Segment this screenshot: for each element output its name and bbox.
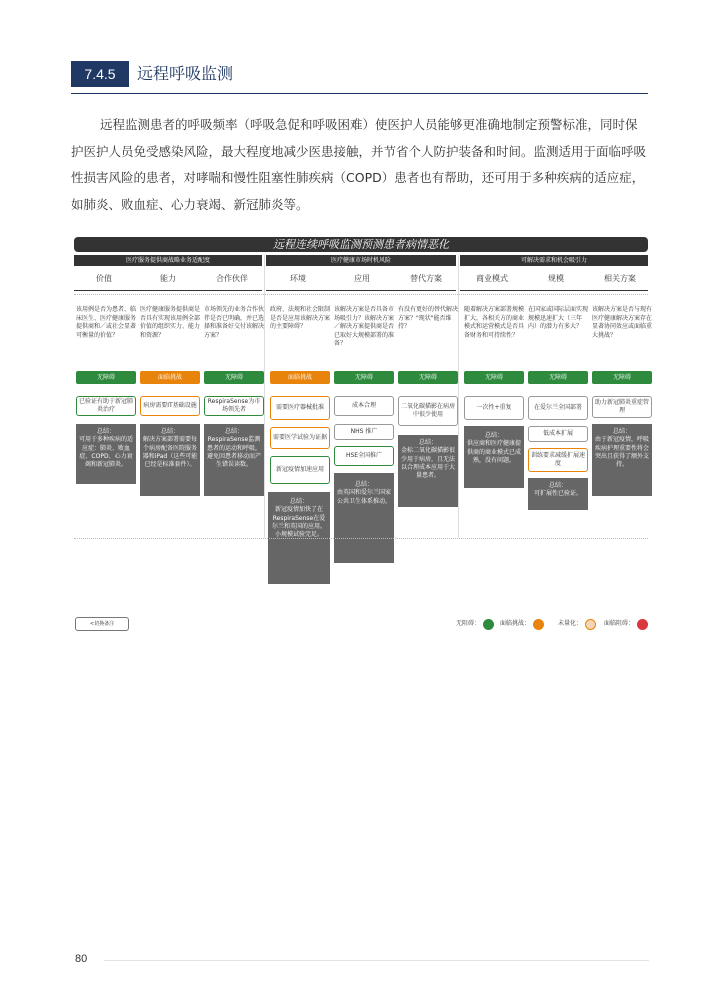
legend-label: 面临阻碍： (604, 620, 635, 627)
column-header-partner: 合作伙伴 (216, 274, 248, 283)
question-value: 该用例是否为患者、临床医生、医疗健康服务提供商和／或社会显著可衡量的价值？ (76, 306, 137, 339)
factor-box: 低成本扩展 (528, 426, 588, 442)
status-badge-partner: 无障碍 (204, 371, 264, 384)
status-badge-related: 无障碍 (592, 371, 652, 384)
column-header-related: 相关方案 (604, 274, 636, 283)
factor-box: 二氧化碳描影在病房中很少使用 (398, 396, 458, 426)
section-title: 远程呼吸监测 (137, 64, 234, 83)
factor-box: HSE全国推广 (334, 446, 394, 466)
group-header-market-timing: 医疗健康市场时机风险 (266, 255, 456, 266)
status-badge-alternatives: 无障碍 (398, 371, 458, 384)
summary-box: 总结： 由于新冠疫情，呼吸疾病护理重要性将会突出且获得了额外支持。 (592, 424, 652, 496)
factor-box: 成本合理 (334, 396, 394, 416)
status-badge-environment: 面临挑战 (270, 371, 330, 384)
group-header-opportunity: 可解决需求和机会吸引力 (460, 255, 648, 266)
summary-box: 总结： RespiraSense监测患者的运动和呼吸，避免因患者移动而产生错误读数。 (204, 424, 264, 496)
question-environment: 政府、法规和社会限制是否是应用该解决方案的主要障碍？ (270, 306, 331, 331)
legend-challenge (500, 618, 544, 630)
summary-box: 总结： 金标二氧化碳描影很少用于病房，且无法以合理成本应用于大量患者。 (398, 435, 458, 507)
legend-dot-peach (585, 619, 596, 630)
header-underline (266, 290, 456, 291)
dotted-separator (74, 294, 648, 295)
legend-dot-red (637, 619, 648, 630)
factor-box: 助力新冠肺炎重症管理 (592, 396, 652, 418)
factor-box: 一次性+重复 (464, 396, 524, 420)
header-underline (460, 290, 648, 291)
factor-box: 需要医疗器械批准 (270, 396, 330, 420)
question-capability: 医疗健康服务提供商是否具有实现该用例全部价值的组织实力、能力和资源？ (140, 306, 201, 339)
factor-box: 新冠疫情加速应用 (270, 456, 330, 484)
status-badge-capability: 面临挑战 (140, 371, 200, 384)
header-underline (74, 290, 262, 291)
summary-box: 总结： 可用于多种疾病的适应症：肺炎、败血症、COPD、心力衰竭和新冠肺炎。 (76, 424, 136, 484)
status-badge-application: 无障碍 (334, 371, 394, 384)
question-partner: 市场领先的业务合作伙伴是否已明确，并已选择和准备好交付该解决方案？ (204, 306, 265, 339)
legend-unquantified (558, 618, 596, 630)
summary-box: 总结： 新冠疫情加快了在RespiraSense在爱尔兰和英国的应用。 小规模试验完足。 (268, 492, 330, 584)
legend-dot-green (483, 619, 494, 630)
summary-box: 总结： 由英国和爱尔兰国家公共卫生体系推动。 (334, 473, 394, 563)
column-header-alternatives: 替代方案 (410, 274, 442, 283)
legend-label: 未量化： (558, 620, 583, 627)
factor-box: 已验证有助于新冠肺炎治疗 (76, 396, 136, 416)
section-rule (71, 93, 648, 94)
group-header-strategic-fit: 医疗服务提供商战略业务适配度 (74, 255, 262, 266)
column-header-scale: 规模 (548, 274, 564, 283)
column-header-value: 价值 (96, 274, 112, 283)
summary-box: 总结： 供应商和医疗健康提供商的商业模式已成熟，没有问题。 (464, 426, 524, 488)
question-alternatives: 有没有更好的替代解决方案？"现状"能否维持？ (398, 306, 459, 331)
question-scale: 在国家或国际层面实现规模迅速扩大（三年内）的潜力有多大？ (528, 306, 589, 331)
column-header-environment: 环境 (290, 274, 306, 283)
section-header (71, 61, 648, 87)
status-badge-scale: 无障碍 (528, 371, 588, 384)
summary-box: 总结： 解决方案部署需要每个病房配备医院服务器和iPad（这些可能已经是标准套件）。 (140, 424, 200, 496)
section-number: 7.4.5 (71, 61, 129, 87)
factor-box: 训练要求减缓扩展速度 (528, 448, 588, 472)
figure-title: 远程连续呼吸监测预测患者病情恶化 (74, 237, 648, 252)
question-related: 该解决方案是否与现有医疗健康解决方案存在显著协同效应或面临重大挑战？ (592, 306, 653, 339)
legend-no-barrier (456, 618, 494, 630)
body-paragraph: 远程监测患者的呼吸频率（呼吸急促和呼吸困难）使医护人员能够更准确地制定预警标准，同时保护医护人员免受感染风险，最大程度地减少医患接触，并节省个人防护装备和时间。监测适用于面临呼吸性损害风险的患者，对哮喘和慢性阻塞性肺疾病（COPD）患者也有帮助，还可用于多种疾病的适应症，如肺炎、败血症、心力衰竭、新冠肺炎等。 (71, 117, 647, 212)
column-header-capability: 能力 (160, 274, 176, 283)
group-divider (264, 255, 265, 538)
factor-box: RespiraSense为市场领先者 (204, 396, 264, 416)
legend-label: 无阻碍： (456, 620, 481, 627)
toggle-notes-button[interactable]: <切换备注 (75, 617, 129, 631)
status-badge-business-model: 无障碍 (464, 371, 524, 384)
question-business-model: 随着解决方案部署规模扩大，各相关方的商业模式和运营模式是否具备财务和可持续性？ (464, 306, 525, 339)
column-header-business-model: 商业模式 (476, 274, 508, 283)
question-application: 该解决方案是否具备市场吸引力？该解决方案／解决方案提供商是否已取好大规模部署的准备？ (334, 306, 395, 348)
factor-box: 需要医学试验为证据 (270, 427, 330, 449)
factor-box: NHS 推广 (334, 424, 394, 440)
legend-barrier (604, 618, 648, 630)
legend-dot-orange (533, 619, 544, 630)
footer-rule (104, 960, 649, 961)
factor-box: 病房需要IT基础设施 (140, 396, 200, 416)
group-divider (458, 255, 459, 538)
status-badge-value: 无障碍 (76, 371, 136, 384)
factor-box: 在爱尔兰全国部署 (528, 396, 588, 420)
dotted-separator (74, 538, 648, 539)
legend-label: 面临挑战： (500, 620, 531, 627)
page-number: 80 (75, 953, 88, 965)
summary-box: 总结： 可扩展性已验证。 (528, 478, 588, 510)
column-header-application: 应用 (354, 274, 370, 283)
